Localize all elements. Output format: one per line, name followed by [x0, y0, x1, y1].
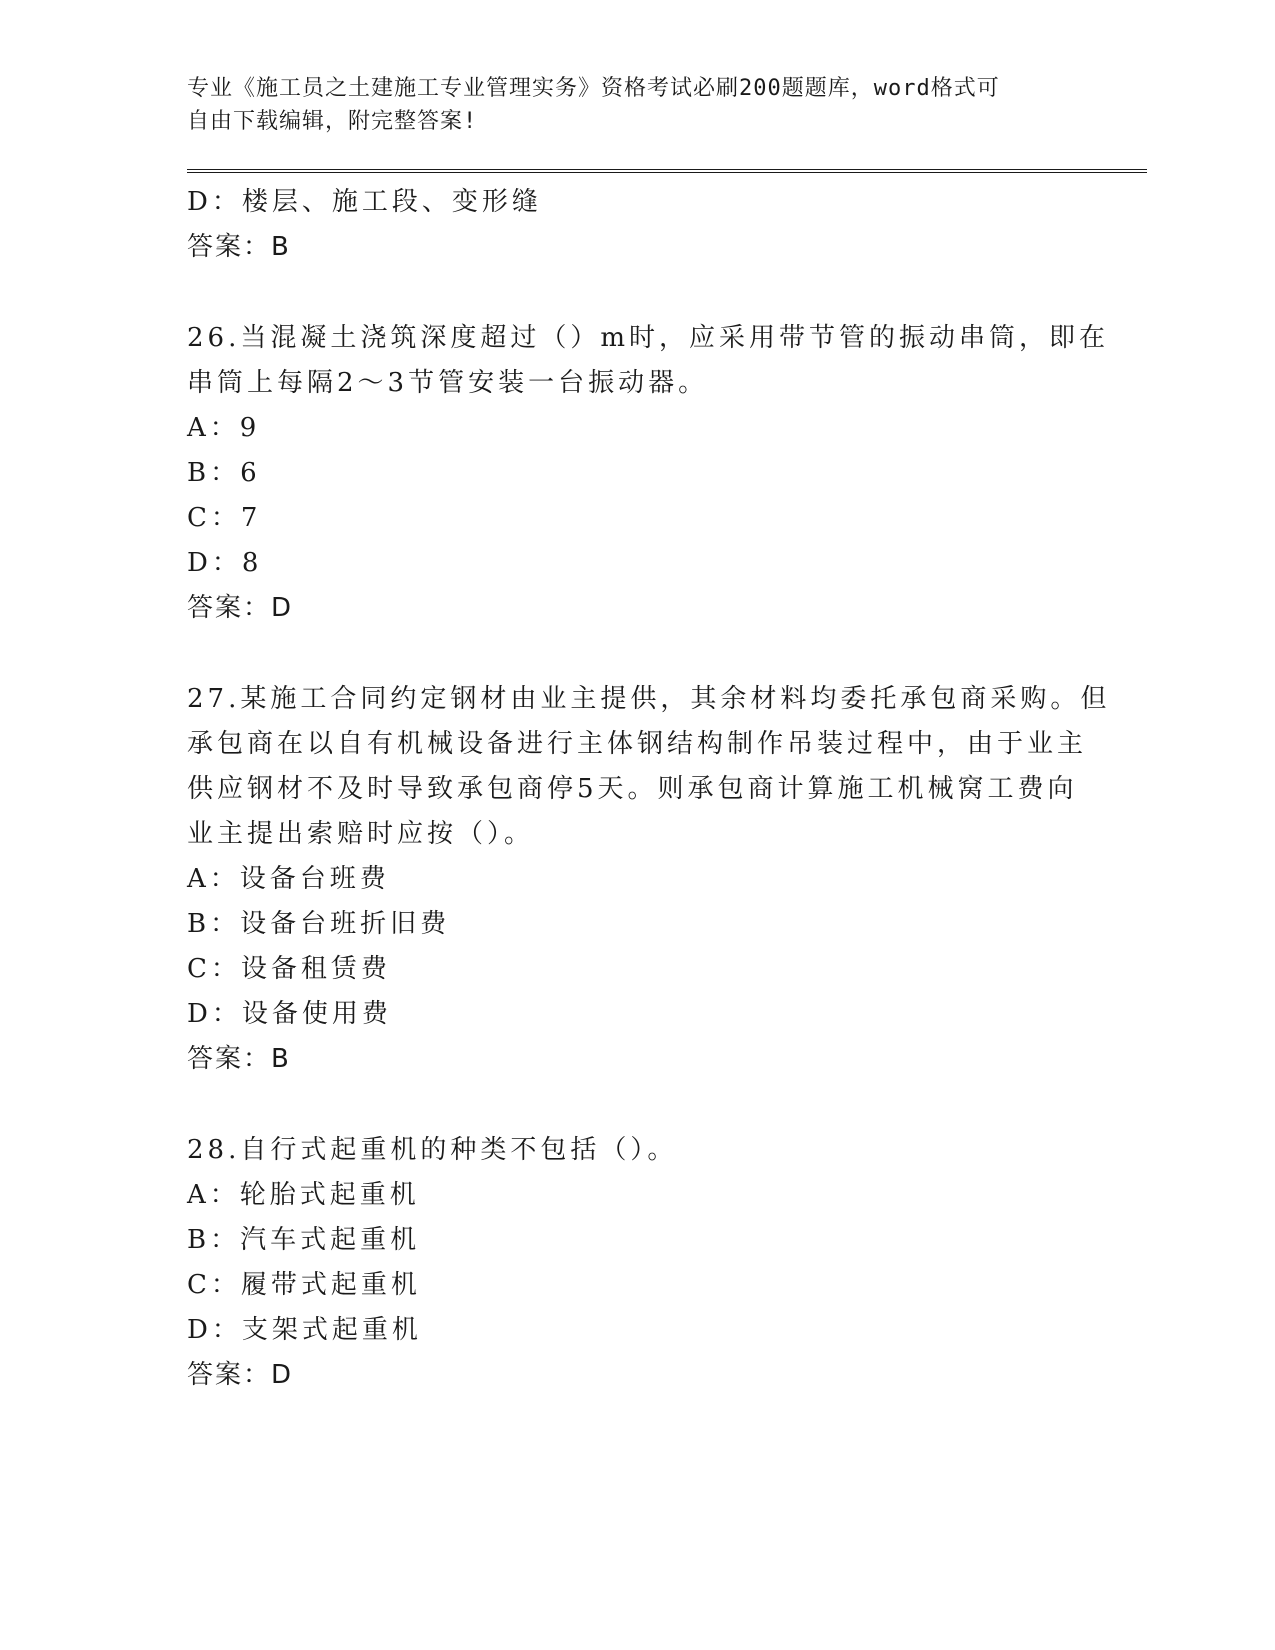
question-28-stem [187, 1128, 1067, 1173]
question-28-stem-line-1: 28.自行式起重机的种类不包括（）。 [187, 1135, 678, 1165]
prev-option-d: D：楼层、施工段、变形缝 [187, 187, 542, 217]
question-27-stem-line-4: 业主提出索赔时应按（）。 [187, 819, 535, 849]
question-26-stem [187, 316, 1110, 406]
question-26-stem-line-1: 26.当混凝土浇筑深度超过（）m时，应采用带节管的振动串筒，即在 [187, 323, 1110, 353]
question-26-option-b: B：6 [187, 458, 261, 488]
question-27-option-d: D：设备使用费 [187, 999, 392, 1029]
prev-answer: 答案：B [187, 232, 291, 262]
question-28-answer: 答案：D [187, 1360, 294, 1390]
question-27-stem-line-3: 供应钢材不及时导致承包商停5天。则承包商计算施工机械窝工费向 [187, 774, 1078, 804]
question-27-answer: 答案：B [187, 1044, 291, 1074]
question-27-option-c: C：设备租赁费 [187, 954, 391, 984]
question-27-option-a: A：设备台班费 [187, 864, 390, 894]
question-list [187, 180, 1147, 1398]
question-28-option-b: B：汽车式起重机 [187, 1225, 421, 1255]
question-27-stem [187, 677, 1111, 857]
document-page [187, 72, 1147, 1398]
question-28-option-c: C：履带式起重机 [187, 1270, 421, 1300]
question-26-answer: 答案：D [187, 593, 294, 623]
question-27-option-b: B：设备台班折旧费 [187, 909, 451, 939]
document-header [187, 72, 1067, 138]
question-26-stem-line-2: 串筒上每隔2～3节管安装一台振动器。 [187, 368, 709, 398]
question-28-option-d: D：支架式起重机 [187, 1315, 422, 1345]
question-27-stem-line-2: 承包商在以自有机械设备进行主体钢结构制作吊装过程中，由于业主 [187, 729, 1088, 759]
header-double-rule [187, 169, 1147, 173]
question-26-option-c: C：7 [187, 503, 262, 533]
header-title-line-1: 专业《施工员之土建施工专业管理实务》资格考试必刷200题题库，word格式可 [187, 76, 1000, 101]
question-26-option-d: D：8 [187, 548, 263, 578]
header-title-line-2: 自由下载编辑，附完整答案! [187, 109, 478, 134]
question-28-option-a: A：轮胎式起重机 [187, 1180, 420, 1210]
question-27-stem-line-1: 27.某施工合同约定钢材由业主提供，其余材料均委托承包商采购。但 [187, 684, 1111, 714]
question-26-option-a: A：9 [187, 413, 261, 443]
